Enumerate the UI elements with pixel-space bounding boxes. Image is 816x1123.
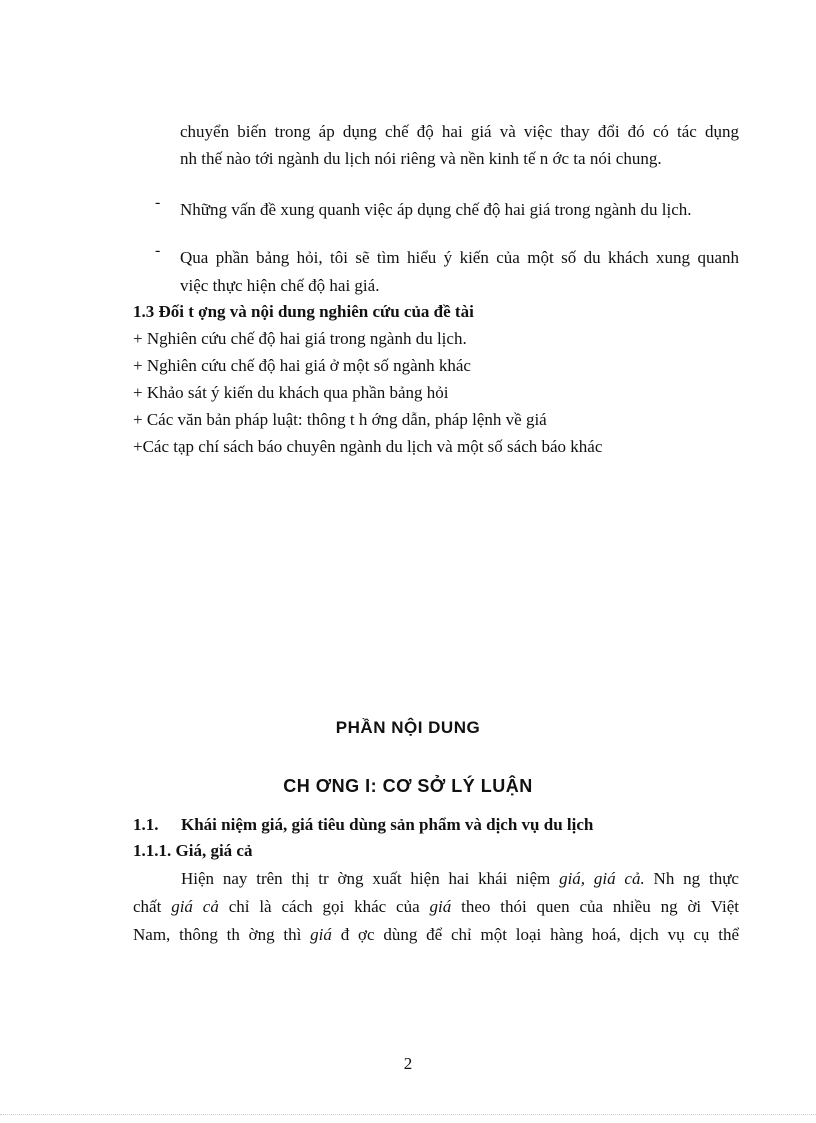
body-paragraph-line-3: Nam, thông th ờng thì giá đ ợc dùng để chỉ một loại hàng hoá, dịch vụ cụ thể <box>133 925 739 944</box>
section-title: Khái niệm giá, giá tiêu dùng sản phẩm và dịch vụ du lịch <box>181 815 594 834</box>
list-item: + Nghiên cứu chế độ hai giá ở một số ngành khác <box>133 356 471 375</box>
bullet-marker: - <box>155 194 161 211</box>
list-item: + Khảo sát ý kiến du khách qua phần bảng hỏi <box>133 383 449 402</box>
body-paragraph-line-1: Hiện nay trên thị tr ờng xuất hiện hai khái niệm giá, giá cả. Nh ng thực <box>181 869 739 888</box>
list-item: + Nghiên cứu chế độ hai giá trong ngành du lịch. <box>133 329 467 348</box>
bullet-marker: - <box>155 242 161 259</box>
intro-paragraph-line-2: nh thế nào tới ngành du lịch nói riêng và nền kinh tế n ớc ta nói chung. <box>180 149 662 168</box>
list-item: + Các văn bản pháp luật: thông t h ớng dẫn, pháp lệnh về giá <box>133 410 547 429</box>
body-paragraph-line-2: chất giá cả chỉ là cách gọi khác của giá theo thói quen của nhiều ng ời Việt <box>133 897 739 916</box>
list-item: +Các tạp chí sách báo chuyên ngành du lịch và một số sách báo khác <box>133 437 603 456</box>
bullet-item-2-line-2: việc thực hiện chế độ hai giá. <box>180 276 380 295</box>
page-number: 2 <box>403 1054 413 1073</box>
intro-paragraph-line-1: chuyển biến trong áp dụng chế độ hai giá và việc thay đổi đó có tác dụng <box>180 122 739 141</box>
bullet-item-1: Những vấn đề xung quanh việc áp dụng chế độ hai giá trong ngành du lịch. <box>180 200 692 219</box>
page-bottom-divider <box>0 1114 816 1115</box>
section-number: 1.1. <box>133 815 159 834</box>
section-1-3-heading: 1.3 Đối t ợng và nội dung nghiên cứu của đề tài <box>133 302 474 321</box>
subsection-heading: 1.1.1. Giá, giá cả <box>133 841 253 860</box>
bullet-item-2-line-1: Qua phần bảng hỏi, tôi sẽ tìm hiểu ý kiến của một số du khách xung quanh <box>180 248 739 267</box>
part-title: PHẦN NỘI DUNG <box>335 718 481 737</box>
chapter-title: CH ƠNG I: CƠ SỞ LÝ LUẬN <box>283 776 533 796</box>
